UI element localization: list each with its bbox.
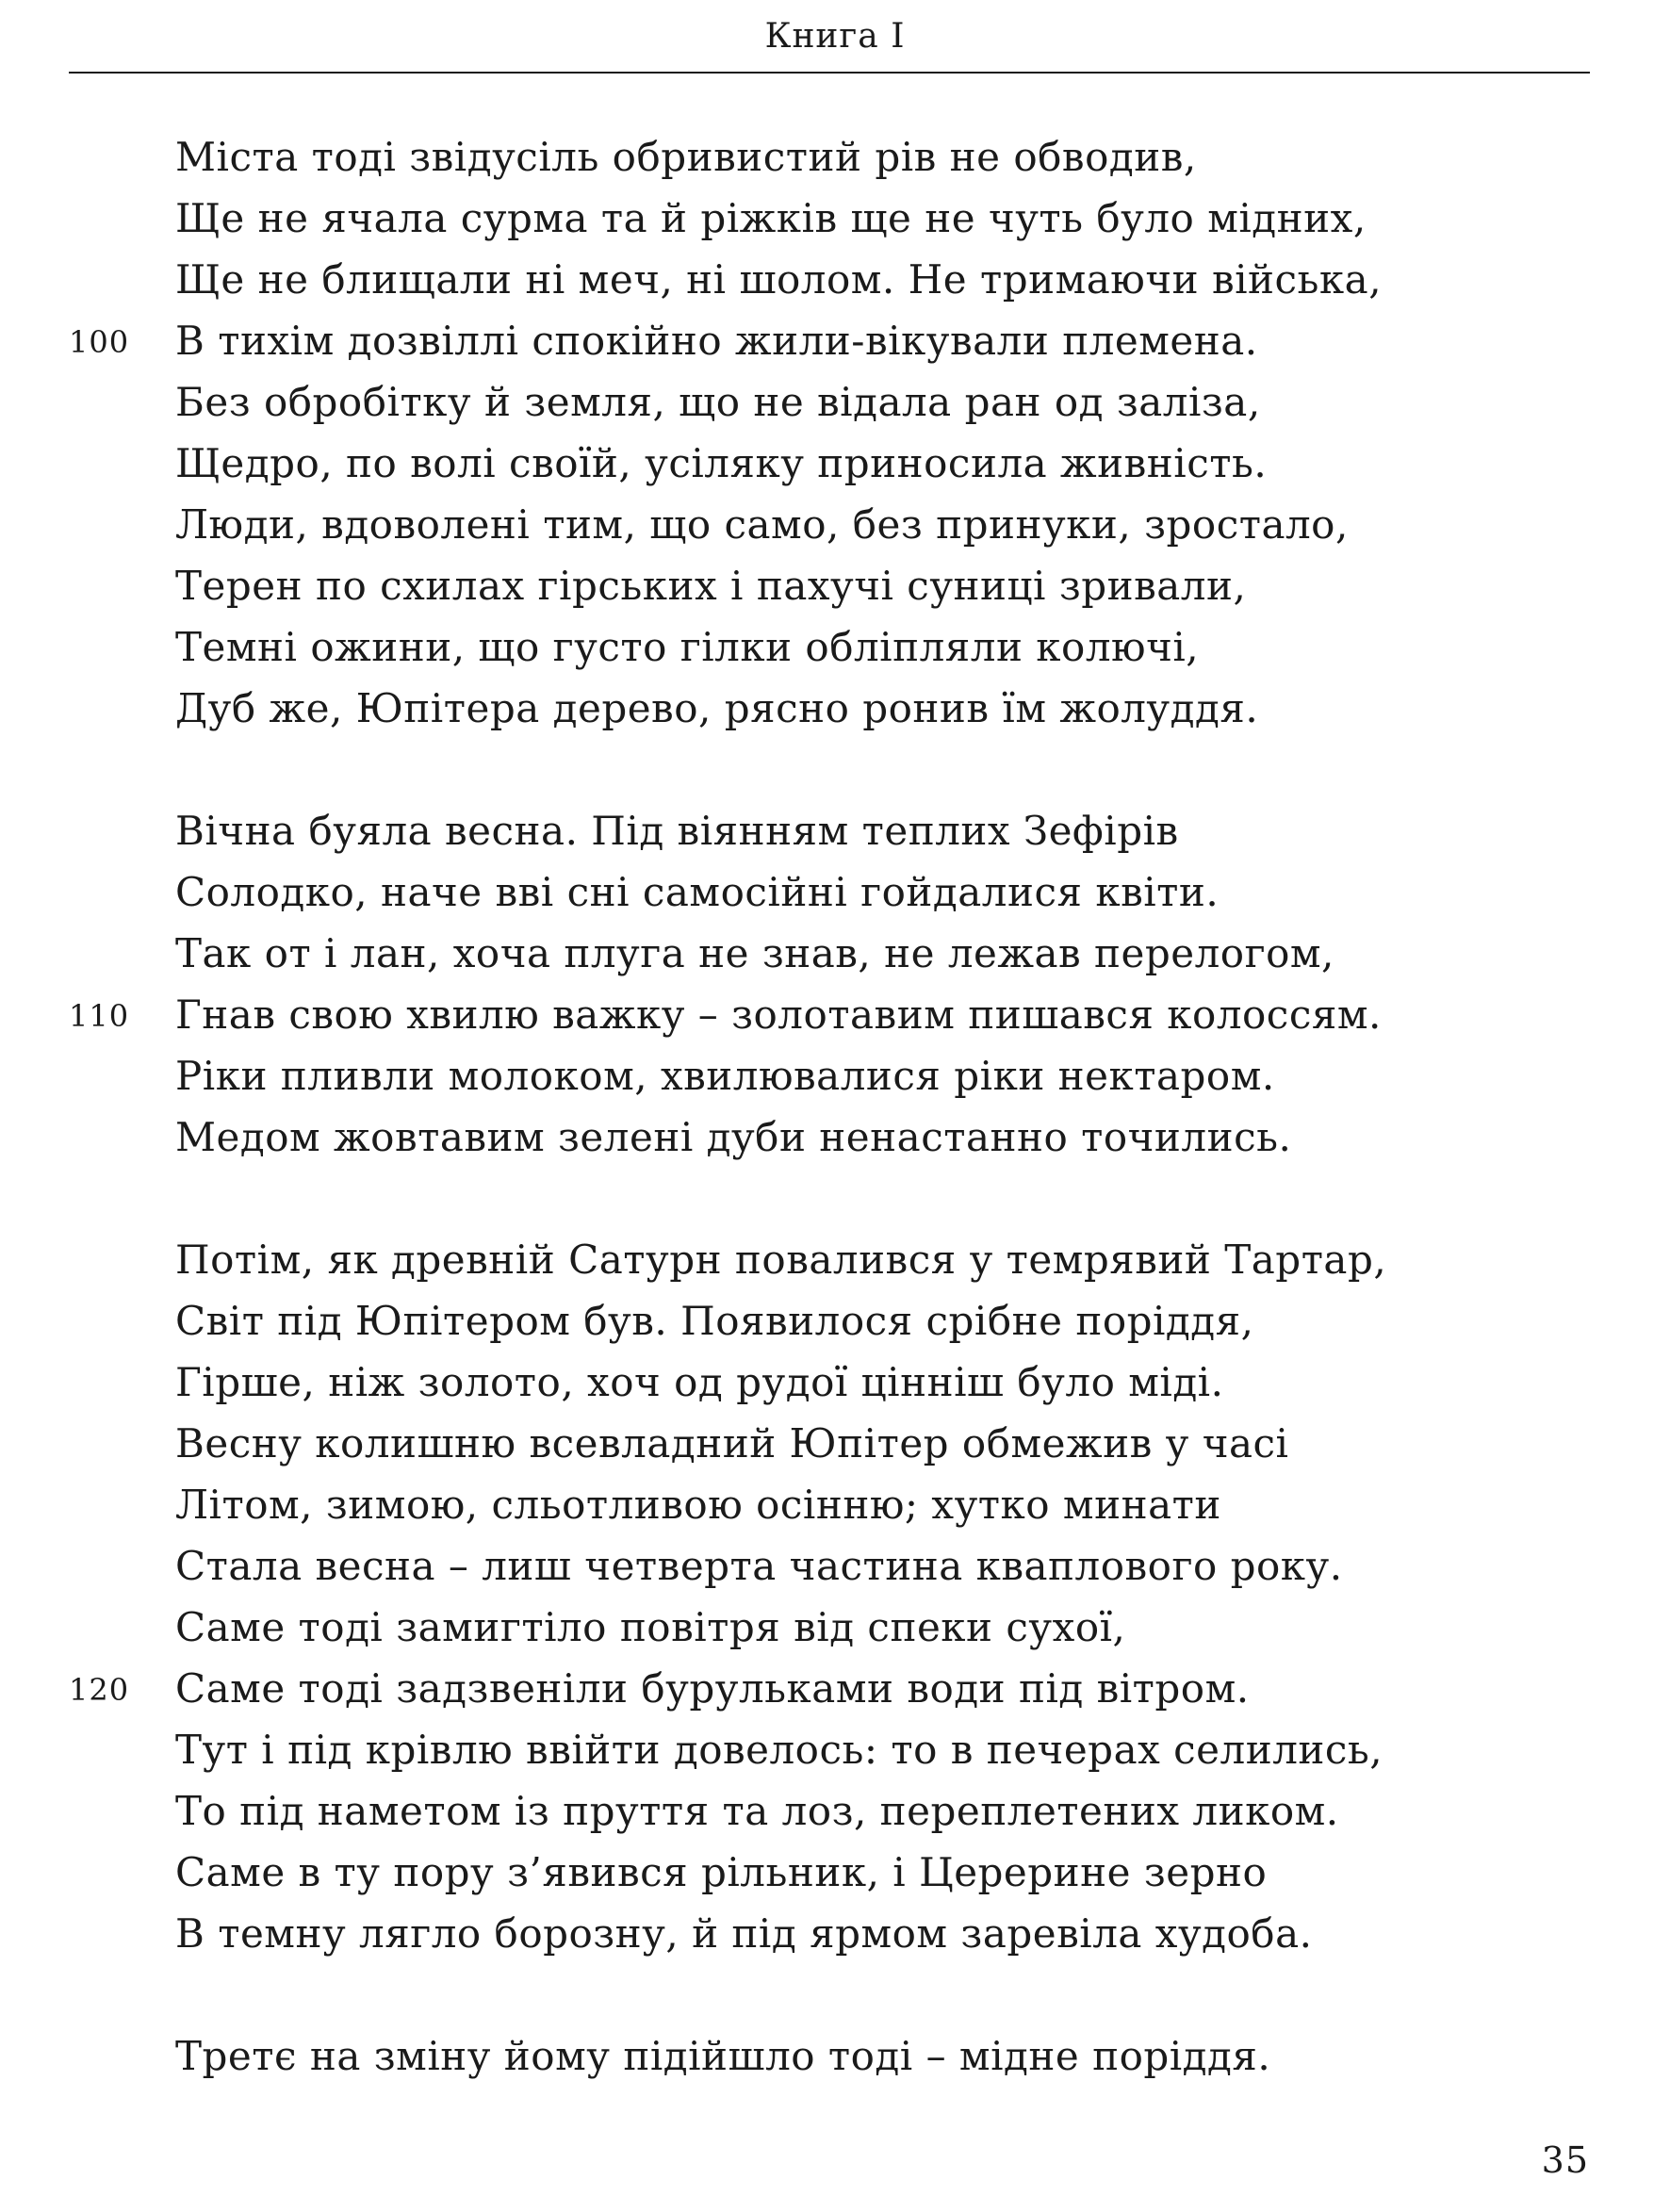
verse-line (0, 1290, 1670, 1352)
verse-line (0, 1535, 1670, 1597)
verse-line (0, 800, 1670, 861)
verse-line (0, 1352, 1670, 1413)
verse-text: В темну лягло борозну, й під ярмом заревіла худоба. (175, 1910, 1313, 1957)
verse-line (0, 1658, 1670, 1719)
verse-text: Вічна буяла весна. Під вiянням теплих Зефірів (175, 808, 1179, 854)
verse-text: Літом, зимою, сльотливою осінню; хутко минати (175, 1482, 1221, 1528)
verse-text: Ще не ячала сурма та й ріжків ще не чуть було мідних, (175, 195, 1367, 241)
running-head: Книга I (764, 17, 906, 56)
verse-text: Стала весна – лиш четверта частина кваплового року. (175, 1543, 1343, 1589)
verse-line (0, 1229, 1670, 1290)
verse-text: В тихім дозвіллі спокійно жили-вікували племена. (175, 318, 1258, 364)
page-number: 35 (1541, 2139, 1589, 2181)
verse-text: Темні ожини, що густо гілки обліпляли колючі, (175, 624, 1200, 670)
verse-text: Третє на зміну йому підійшло тоді – мідне поріддя. (175, 2033, 1271, 2079)
verse-text: Ріки пливли молоком, хвилювалися ріки нектаром. (175, 1053, 1275, 1099)
verse-text: Гнав свою хвилю важку – золотавим пишався колоссям. (175, 991, 1382, 1038)
verse-text: Так от і лан, хоча плуга не знав, не лежав перелогом, (175, 930, 1334, 976)
verse-text: Потім, як древній Сатурн повалився у темрявий Тартар, (175, 1237, 1387, 1283)
stanza-break (0, 1964, 1670, 2025)
verse-line (0, 861, 1670, 923)
verse-text: Саме тоді задзвеніли бурульками води під вітром. (175, 1665, 1250, 1712)
verse-text: Солодко, наче вві сні самосійні гойдалися квіти. (175, 869, 1220, 915)
verse-line (0, 1903, 1670, 1964)
verse-text: Дуб же, Юпітера дерево, рясно ронив їм жолуддя. (175, 685, 1259, 731)
line-number: 110 (69, 998, 130, 1034)
verse-line (0, 678, 1670, 739)
verse-line (0, 2025, 1670, 2087)
verse-line (0, 1045, 1670, 1106)
verse-line (0, 126, 1670, 188)
verse-line (0, 1842, 1670, 1903)
verse-text: Щедро, по волі своїй, усіляку приносила живність. (175, 440, 1268, 486)
verse-text: Терен по схилах гірських і пахучі суниці зривали, (175, 563, 1247, 609)
verse-text: То під наметом із пруття та лоз, переплетених ликом. (175, 1788, 1339, 1834)
verse-text: Саме тоді замигтіло повітря від спеки сухої, (175, 1604, 1126, 1650)
line-number: 120 (69, 1672, 130, 1708)
verse-line (0, 494, 1670, 555)
verse-text: Медом жовтавим зелені дуби ненастанно точились. (175, 1114, 1292, 1160)
line-number: 100 (69, 324, 130, 360)
verse-line (0, 1780, 1670, 1842)
header-rule (69, 72, 1590, 74)
verse-line (0, 249, 1670, 310)
verse-text: Люди, вдоволені тим, що само, без принуки, зростало, (175, 501, 1349, 548)
verse-line (0, 984, 1670, 1045)
verse-line (0, 1413, 1670, 1474)
verse-text: Тут і під крівлю ввійти довелось: то в печерах селились, (175, 1727, 1383, 1773)
verse-line (0, 923, 1670, 984)
poem-body (0, 126, 1670, 2087)
verse-line (0, 1474, 1670, 1535)
verse-text: Весну колишню всевладний Юпітер обмежив у часі (175, 1420, 1289, 1466)
verse-line (0, 1719, 1670, 1780)
verse-text: Без обробітку й земля, що не відала ран од заліза, (175, 379, 1261, 425)
stanza-break (0, 1168, 1670, 1229)
verse-text: Гірше, ніж золото, хоч од рудої цінніш було міді. (175, 1359, 1224, 1405)
verse-text: Світ під Юпітером був. Появилося срібне поріддя, (175, 1298, 1254, 1344)
verse-line (0, 1597, 1670, 1658)
verse-text: Ще не блищали ні меч, ні шолом. Не тримаючи війська, (175, 256, 1383, 303)
verse-line (0, 371, 1670, 433)
verse-line (0, 188, 1670, 249)
stanza-break (0, 739, 1670, 800)
verse-line (0, 1106, 1670, 1168)
verse-text: Міста тоді звідусіль обривистий рів не обводив, (175, 134, 1197, 180)
verse-line (0, 616, 1670, 678)
verse-text: Саме в ту пору з’явився рільник, і Церерине зерно (175, 1849, 1268, 1895)
verse-line (0, 555, 1670, 616)
verse-line (0, 433, 1670, 494)
verse-line (0, 310, 1670, 371)
